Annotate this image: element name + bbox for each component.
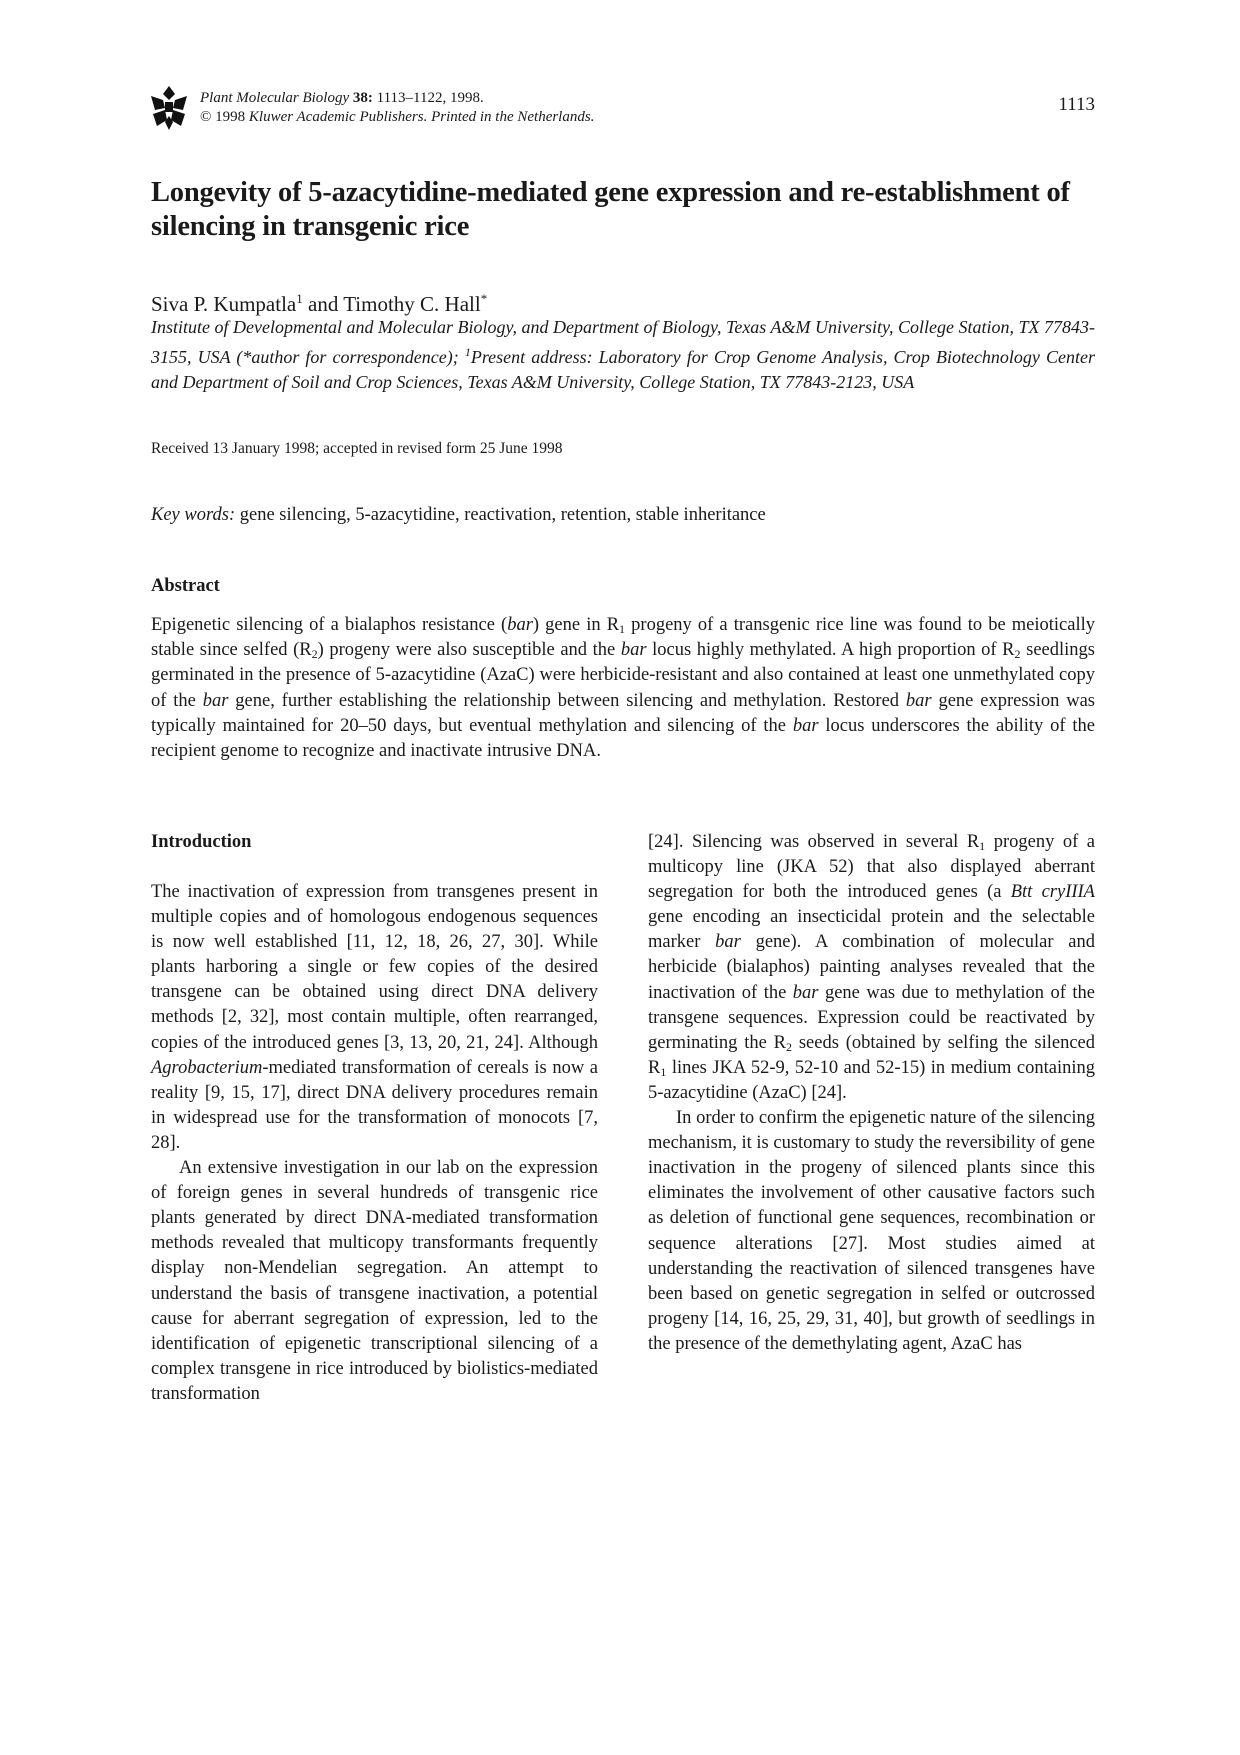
column-left bbox=[151, 830, 598, 1407]
journal-name: Plant Molecular Biology bbox=[200, 90, 350, 106]
received-date: Received 13 January 1998; accepted in revised form 25 June 1998 bbox=[151, 440, 563, 457]
intro-paragraph-2: An extensive investigation in our lab on the expression of foreign genes in several hundreds of transgenic rice plants generated by direct DNA-mediated transformation methods revealed that multicopy transformants frequently display non-Mendelian segregation. An attempt to understand the basis of transgene inactivation, a potential cause for aberrant segregation of expression, led to the identification of epigenetic transcriptional silencing of a complex transgene in rice introduced by biolistics-mediated transformation bbox=[151, 1158, 598, 1404]
abstract-heading: Abstract bbox=[151, 576, 220, 596]
author-2-sup: * bbox=[480, 291, 488, 306]
keywords-list: gene silencing, 5-azacytidine, reactivation, retention, stable inheritance bbox=[239, 505, 766, 525]
introduction-heading: Introduction bbox=[151, 832, 252, 852]
page-number: 1113 bbox=[1058, 94, 1095, 115]
article-title: Longevity of 5-azacytidine-mediated gene expression and re-establishment of silencing in transgenic rice bbox=[151, 177, 1070, 242]
column-right bbox=[648, 830, 1095, 1357]
journal-pages: 1113–1122, 1998. bbox=[376, 90, 484, 106]
authors bbox=[151, 286, 487, 317]
journal-citation bbox=[200, 89, 594, 127]
author-2: and Timothy C. Hall bbox=[302, 292, 481, 316]
author-1: Siva P. Kumpatla bbox=[151, 292, 297, 316]
affiliation bbox=[151, 315, 1095, 396]
publisher: Kluwer Academic Publishers. bbox=[248, 109, 428, 125]
intro-paragraph-3: In order to confirm the epigenetic nature of the silencing mechanism, it is customary to study the reversibility of gene inactivation in the progeny of silenced plants since this eliminates the involvement of other causative factors such as deletion of functional gene sequences, recombination or sequence alterations [27]. Most studies aimed at understanding the reactivation of silenced transgenes have been based on genetic segregation in selfed or outcrossed progeny [14, 16, 25, 29, 31, 40], but growth of seedlings in the presence of the demethylating agent, AzaC has bbox=[648, 1108, 1095, 1354]
affiliation-sup: 1 bbox=[464, 345, 471, 360]
affiliation-main: Institute of Developmental and Molecular Biology, and Department of Biology, Texas A&M University, College Station, TX 77843-3155, USA (*author for correspondence); bbox=[151, 317, 1095, 368]
keywords-label: Key words: bbox=[151, 505, 236, 525]
publisher-logo-icon bbox=[151, 86, 187, 130]
journal-volume: 38: bbox=[352, 90, 373, 106]
keywords bbox=[151, 505, 766, 526]
intro-paragraph-2-cont: [24]. Silencing was observed in several $R_1$ progeny of a multicopy line (JKA 52) that also displayed aberrant segregation for both the introduced genes (a Btt cryIIIA gene encoding an insecticidal protein and the selectable marker bar gene). A combination of molecular and herbicide (bialaphos) painting analyses revealed that the inactivation of the bar gene was due to methylation of the transgene sequences. Expression could be reactivated by germinating the $R_2$ seeds (obtained by selfing the silenced $R_1$ lines JKA 52-9, 52-10 and 52-15) in medium containing 5-azacytidine (AzaC) [24]. bbox=[648, 832, 1095, 1103]
author-1-sup: 1 bbox=[296, 291, 303, 306]
printed-location: Printed in the Netherlands. bbox=[431, 109, 595, 125]
abstract-body: Epigenetic silencing of a bialaphos resistance (bar) gene in $R_1$ progeny of a transgenic rice line was found to be meiotically stable since selfed $(R_2)$ progeny were also susceptible and the bar locus highly methylated. A high proportion of $R_2$ seedlings germinated in the presence of 5-azacytidine (AzaC) were herbicide-resistant and also contained at least one unmethylated copy of the bar gene, further establishing the relationship between silencing and methylation. Restored bar gene expression was typically maintained for 20–50 days, but eventual methylation and silencing of the bar locus underscores the ability of the recipient genome to recognize and inactivate intrusive DNA. bbox=[151, 615, 1096, 762]
affiliation-present: Present address: Laboratory for Crop Genome Analysis, Crop Biotechnology Center and Department of Soil and Crop Sciences, Texas A&M University, College Station, TX 77843-2123, USA bbox=[151, 347, 1095, 393]
copyright: © 1998 bbox=[200, 109, 246, 125]
intro-paragraph-1: The inactivation of expression from transgenes present in multiple copies and of homologous endogenous sequences is now well established [11, 12, 18, 26, 27, 30]. While plants harboring a single or few copies of the desired transgene can be obtained using direct DNA delivery methods [2, 32], most contain multiple, often rearranged, copies of the introduced genes [3, 13, 20, 21, 24]. Although Agrobacterium-mediated transformation of cereals is now a reality [9, 15, 17], direct DNA delivery procedures remain in widespread use for the transformation of monocots [7, 28]. bbox=[151, 882, 598, 1153]
